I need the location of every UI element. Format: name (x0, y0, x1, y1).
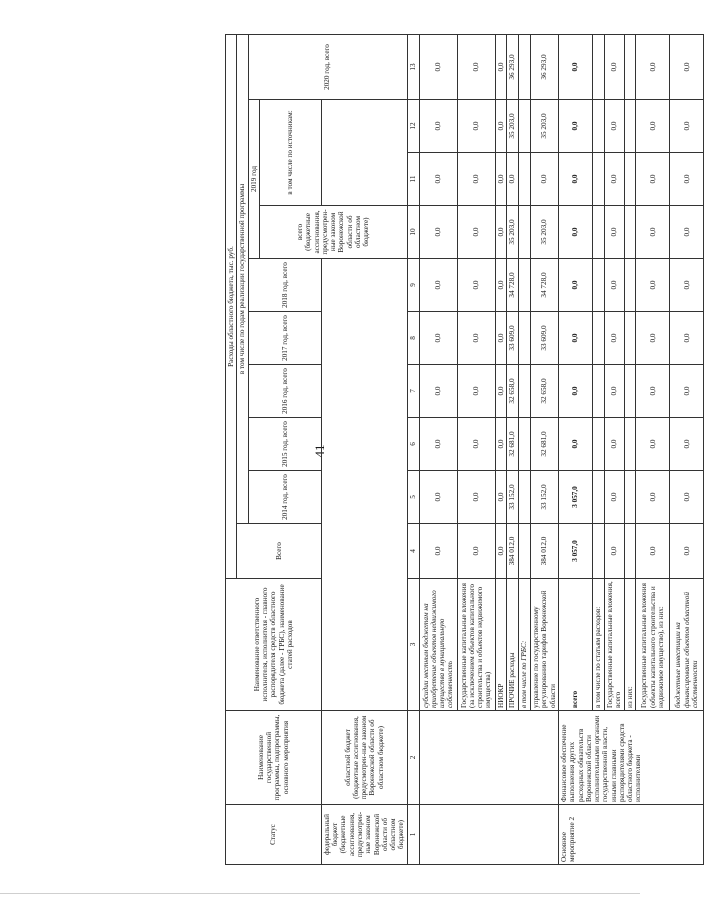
value-cell: 0,0 (604, 524, 624, 579)
value-cell: 0,0 (604, 100, 624, 153)
value-cell (592, 524, 604, 579)
header-2019: 2019 год (248, 100, 259, 259)
value-cell: 0,0 (604, 259, 624, 312)
expense-item-cell: в том числе по ГРБС: (518, 579, 530, 711)
value-cell: 0,0 (558, 34, 592, 99)
column-index-cell: 4 (407, 524, 419, 579)
value-cell: 0,0 (495, 259, 506, 312)
value-cell (518, 259, 530, 312)
value-cell (592, 206, 604, 259)
value-cell: 0,0 (670, 100, 704, 153)
value-cell: 0,0 (636, 206, 670, 259)
value-cell: 33 609,0 (530, 312, 558, 365)
table-row (558, 34, 592, 864)
value-cell: 0,0 (457, 153, 495, 206)
value-cell: 0,0 (558, 153, 592, 206)
value-cell: 0,0 (558, 100, 592, 153)
value-cell: 0,0 (636, 259, 670, 312)
page-bottom-rule (0, 893, 640, 894)
value-cell: 0,0 (604, 153, 624, 206)
value-cell: 0,0 (558, 312, 592, 365)
header-responsible: Наименование ответственного исполнителя, исполнителя - главного распорядителя средств областного бюджета (далее - ГРБС), наименование статей расходов (226, 579, 322, 711)
value-cell: 0,0 (419, 153, 457, 206)
program-name-cell: Финансовое обеспечение выполнения других расходных обязательств Воронежской области исполнительными органами государственной власти, иными главными распорядителями средств областного бюджета - исполнителями (558, 711, 703, 805)
header-2017: 2017 год, всего (248, 312, 321, 365)
value-cell: 0,0 (495, 418, 506, 471)
value-cell (592, 418, 604, 471)
expense-item-cell: из них: (624, 579, 635, 711)
value-cell (592, 471, 604, 524)
value-cell (624, 312, 635, 365)
value-cell: 0,0 (457, 365, 495, 418)
expense-item-cell: управление по государственному регулированию тарифов Воронежской области (530, 579, 558, 711)
header-2019-total: всего (бюджетные ассигнования, предусмотрен-ные законом Воронежской области об областном бюджете) (259, 206, 407, 259)
value-cell (624, 206, 635, 259)
program-name-cell (419, 711, 558, 805)
value-cell: 0,0 (636, 365, 670, 418)
value-cell: 0,0 (495, 365, 506, 418)
header-total: Всего (237, 524, 322, 579)
column-index-cell: 10 (407, 206, 419, 259)
header-status: Статус (226, 805, 322, 865)
value-cell: 0,0 (506, 153, 518, 206)
value-cell: 0,0 (419, 418, 457, 471)
value-cell (518, 34, 530, 99)
value-cell: 0,0 (604, 312, 624, 365)
value-cell: 0,0 (604, 206, 624, 259)
value-cell (592, 312, 604, 365)
expense-item-cell: ПРОЧИЕ расходы (506, 579, 518, 711)
expense-item-cell: Государственные капитальные вложения (за исключением объектов капитального строительства и объектов недвижимого имущества) (457, 579, 495, 711)
value-cell: 0,0 (457, 259, 495, 312)
value-cell: 0,0 (495, 34, 506, 99)
column-index-cell: 3 (407, 579, 419, 711)
value-cell: 0,0 (457, 312, 495, 365)
value-cell (624, 100, 635, 153)
value-cell: 0,0 (457, 206, 495, 259)
value-cell: 0,0 (670, 312, 704, 365)
value-cell: 0,0 (636, 524, 670, 579)
header-expenses: Расходы областного бюджета, тыс. руб. (226, 34, 237, 578)
value-cell (624, 524, 635, 579)
header-program-name: Наименование государственной программы, подпрограммы, основного мероприятия (226, 711, 322, 805)
value-cell: 0,0 (636, 471, 670, 524)
header-regional: областной бюджет (бюджетные ассигнования, предусмотрен-ные законом Воронежской области об областном бюджете) (321, 711, 407, 805)
value-cell: 0,0 (636, 418, 670, 471)
column-index-cell: 1 (407, 805, 419, 865)
rotated-table-container (225, 35, 699, 865)
value-cell: 0,0 (495, 471, 506, 524)
value-cell: 0,0 (670, 34, 704, 99)
column-index-cell: 7 (407, 365, 419, 418)
value-cell: 0,0 (495, 206, 506, 259)
value-cell: 0,0 (604, 471, 624, 524)
column-index-cell: 2 (407, 711, 419, 805)
column-index-cell: 12 (407, 100, 419, 153)
value-cell: 0,0 (670, 153, 704, 206)
value-cell: 35 203,0 (506, 100, 518, 153)
expense-item-cell: НИОКР (495, 579, 506, 711)
value-cell: 0,0 (495, 100, 506, 153)
value-cell (518, 524, 530, 579)
value-cell: 0,0 (558, 418, 592, 471)
value-cell: 0,0 (604, 418, 624, 471)
table-row (419, 34, 457, 864)
value-cell: 384 012,0 (530, 524, 558, 579)
value-cell: 0,0 (670, 418, 704, 471)
value-cell: 384 012,0 (506, 524, 518, 579)
budget-expenses-table (225, 34, 704, 865)
value-cell (518, 471, 530, 524)
value-cell (518, 100, 530, 153)
page-number: 41 (312, 444, 327, 458)
value-cell: 0,0 (495, 312, 506, 365)
header-by-sources: в том числе по источникам: (259, 100, 321, 206)
column-index-cell: 9 (407, 259, 419, 312)
value-cell (624, 34, 635, 99)
header-by-years: в том числе по годам реализации государственной программы (237, 34, 248, 523)
column-index-cell: 13 (407, 34, 419, 99)
value-cell: 32 658,0 (530, 365, 558, 418)
value-cell: 0,0 (419, 524, 457, 579)
value-cell (592, 100, 604, 153)
value-cell (518, 312, 530, 365)
value-cell: 34 728,0 (530, 259, 558, 312)
header-2014: 2014 год, всего (248, 471, 321, 524)
status-cell: Основное мероприятие 2 (558, 805, 703, 865)
value-cell: 0,0 (670, 524, 704, 579)
value-cell: 34 728,0 (506, 259, 518, 312)
header-2016: 2016 год, всего (248, 365, 321, 418)
value-cell (518, 206, 530, 259)
value-cell: 0,0 (670, 365, 704, 418)
value-cell: 0,0 (457, 471, 495, 524)
expense-item-cell: бюджетные инвестиции на финансирование объектов областной собственности (670, 579, 704, 711)
value-cell: 0,0 (670, 259, 704, 312)
expense-item-cell: субсидии местным бюджетам на приобретение объектов недвижимого имущества в муниципальную собственность (419, 579, 457, 711)
value-cell (624, 153, 635, 206)
value-cell: 36 293,0 (506, 34, 518, 99)
header-2015: 2015 год, всего (248, 418, 321, 471)
value-cell (518, 153, 530, 206)
value-cell: 0,0 (419, 312, 457, 365)
value-cell (624, 471, 635, 524)
value-cell: 0,0 (558, 365, 592, 418)
value-cell (592, 34, 604, 99)
column-index-cell: 11 (407, 153, 419, 206)
status-cell (419, 805, 558, 865)
value-cell: 0,0 (419, 365, 457, 418)
column-index-cell: 5 (407, 471, 419, 524)
value-cell: 0,0 (670, 471, 704, 524)
value-cell: 0,0 (636, 100, 670, 153)
value-cell: 0,0 (636, 312, 670, 365)
value-cell (624, 418, 635, 471)
value-cell: 0,0 (636, 153, 670, 206)
value-cell: 0,0 (457, 418, 495, 471)
expense-item-cell: всего (558, 579, 592, 711)
value-cell: 0,0 (604, 365, 624, 418)
column-index-cell: 6 (407, 418, 419, 471)
value-cell: 0,0 (419, 100, 457, 153)
column-index-cell: 8 (407, 312, 419, 365)
value-cell: 36 293,0 (530, 34, 558, 99)
value-cell: 32 681,0 (506, 418, 518, 471)
value-cell (518, 418, 530, 471)
value-cell: 33 609,0 (506, 312, 518, 365)
value-cell: 0,0 (419, 471, 457, 524)
value-cell: 3 057,0 (558, 524, 592, 579)
value-cell: 32 681,0 (530, 418, 558, 471)
value-cell: 0,0 (530, 153, 558, 206)
value-cell: 0,0 (495, 153, 506, 206)
value-cell: 0,0 (419, 259, 457, 312)
expense-item-cell: Государственные капитальные вложения (объекты капитального строительства и недвижимое имущество), из них: (636, 579, 670, 711)
expense-item-cell: Государственные капитальные вложения, всего (604, 579, 624, 711)
value-cell: 0,0 (419, 34, 457, 99)
value-cell: 33 152,0 (506, 471, 518, 524)
header-federal: федеральный бюджет (бюджетные ассигнования, предусмотрен-ные законом Воронежской области об областном бюджете) (321, 805, 407, 865)
value-cell: 0,0 (604, 34, 624, 99)
value-cell: 33 152,0 (530, 471, 558, 524)
value-cell: 3 057,0 (558, 471, 592, 524)
value-cell: 35 203,0 (530, 100, 558, 153)
value-cell (592, 259, 604, 312)
value-cell: 0,0 (670, 206, 704, 259)
value-cell (624, 365, 635, 418)
value-cell: 0,0 (419, 206, 457, 259)
value-cell: 0,0 (558, 206, 592, 259)
value-cell (518, 365, 530, 418)
value-cell: 35 203,0 (530, 206, 558, 259)
value-cell: 32 658,0 (506, 365, 518, 418)
header-2020: 2020 год, всего (248, 34, 407, 99)
value-cell (592, 153, 604, 206)
value-cell: 0,0 (558, 259, 592, 312)
expense-item-cell: в том числе по статьям расходов: (592, 579, 604, 711)
value-cell: 35 203,0 (506, 206, 518, 259)
value-cell (592, 365, 604, 418)
value-cell: 0,0 (457, 34, 495, 99)
value-cell: 0,0 (636, 34, 670, 99)
value-cell: 0,0 (495, 524, 506, 579)
value-cell: 0,0 (457, 524, 495, 579)
header-2018: 2018 год, всего (248, 259, 321, 312)
value-cell (624, 259, 635, 312)
value-cell: 0,0 (457, 100, 495, 153)
